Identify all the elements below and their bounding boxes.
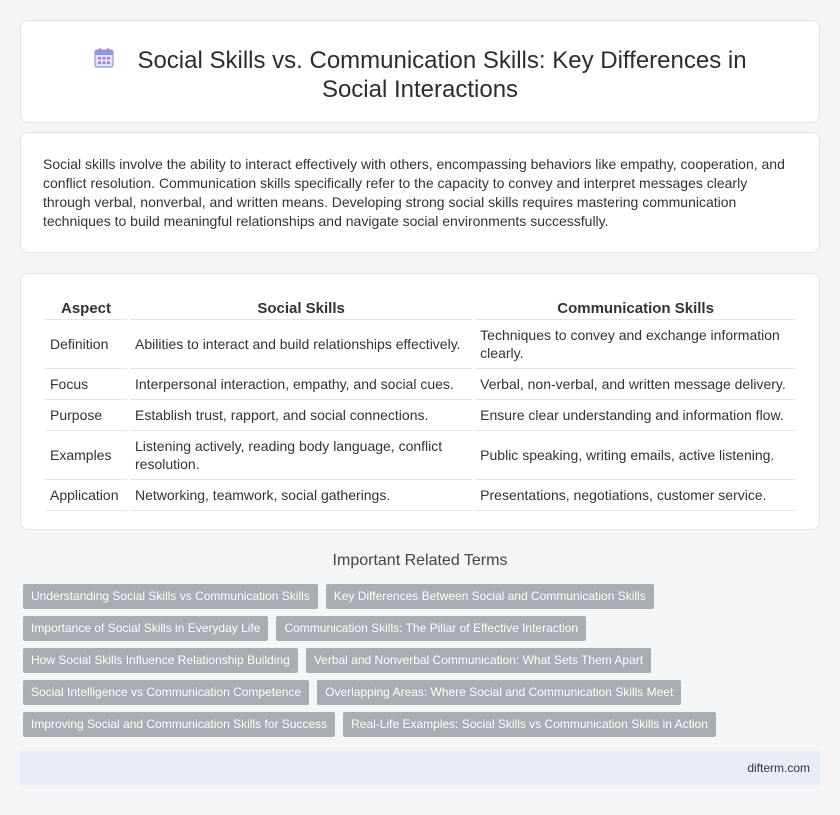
intro-paragraph: Social skills involve the ability to interact effectively with others, encompassing behaviors like empathy, cooperation, and conflict resolution. Communication skills specifically refer to the capacity to convey and interpret messages clearly through verbal, nonverbal, and written means. Developing strong social skills requires mastering communication techniques to build meaningful relationships and navigate social environments successfully. <box>43 156 785 229</box>
related-term-link[interactable]: Verbal and Nonverbal Communication: What Sets Them Apart <box>306 648 651 673</box>
related-terms-row <box>23 648 823 680</box>
column-header-communication-skills: Communication Skills <box>475 294 796 320</box>
related-term-link[interactable]: Improving Social and Communication Skills for Success <box>23 712 335 737</box>
related-term-link[interactable]: Importance of Social Skills in Everyday Life <box>23 616 268 641</box>
table-cell: Establish trust, rapport, and social connections. <box>130 400 472 431</box>
intro-card <box>20 132 820 253</box>
comparison-table <box>42 294 799 511</box>
table-cell: Interpersonal interaction, empathy, and social cues. <box>130 369 472 400</box>
related-terms-row <box>23 584 823 616</box>
table-cell: Application <box>45 480 127 511</box>
table-cell: Ensure clear understanding and information flow. <box>475 400 796 431</box>
related-term-link[interactable]: Social Intelligence vs Communication Competence <box>23 680 309 705</box>
table-cell: Networking, teamwork, social gatherings. <box>130 480 472 511</box>
related-term-link[interactable]: Key Differences Between Social and Communication Skills <box>326 584 654 609</box>
table-cell: Definition <box>45 320 127 369</box>
related-terms-row <box>23 680 823 712</box>
calendar-icon <box>93 47 115 69</box>
table-cell: Purpose <box>45 400 127 431</box>
table-row <box>45 480 796 511</box>
table-cell: Techniques to convey and exchange information clearly. <box>475 320 796 369</box>
table-cell: Presentations, negotiations, customer service. <box>475 480 796 511</box>
table-header-row <box>45 294 796 320</box>
table-row <box>45 320 796 369</box>
table-row <box>45 431 796 480</box>
related-terms-row <box>23 616 823 648</box>
table-cell: Listening actively, reading body language, conflict resolution. <box>130 431 472 480</box>
column-header-aspect: Aspect <box>45 294 127 320</box>
table-cell: Verbal, non-verbal, and written message delivery. <box>475 369 796 400</box>
table-cell: Abilities to interact and build relationships effectively. <box>130 320 472 369</box>
related-term-link[interactable]: How Social Skills Influence Relationship Building <box>23 648 298 673</box>
footer-site-link[interactable]: difterm.com <box>747 761 810 775</box>
related-term-link[interactable]: Communication Skills: The Pillar of Effective Interaction <box>276 616 586 641</box>
table-cell: Focus <box>45 369 127 400</box>
table-row <box>45 400 796 431</box>
table-row <box>45 369 796 400</box>
related-terms-heading: Important Related Terms <box>332 552 508 569</box>
table-cell: Public speaking, writing emails, active listening. <box>475 431 796 480</box>
header-card <box>20 20 820 123</box>
related-term-link[interactable]: Overlapping Areas: Where Social and Communication Skills Meet <box>317 680 681 705</box>
related-term-link[interactable]: Real-Life Examples: Social Skills vs Communication Skills in Action <box>343 712 716 737</box>
page-title <box>61 46 779 104</box>
related-term-link[interactable]: Understanding Social Skills vs Communication Skills <box>23 584 318 609</box>
page-title-text: Social Skills vs. Communication Skills: Key Differences in Social Interactions <box>137 47 747 103</box>
related-terms-list <box>23 584 823 744</box>
table-cell: Examples <box>45 431 127 480</box>
comparison-card <box>20 273 820 530</box>
related-terms-row <box>23 712 823 744</box>
footer-bar <box>20 751 820 785</box>
column-header-social-skills: Social Skills <box>130 294 472 320</box>
